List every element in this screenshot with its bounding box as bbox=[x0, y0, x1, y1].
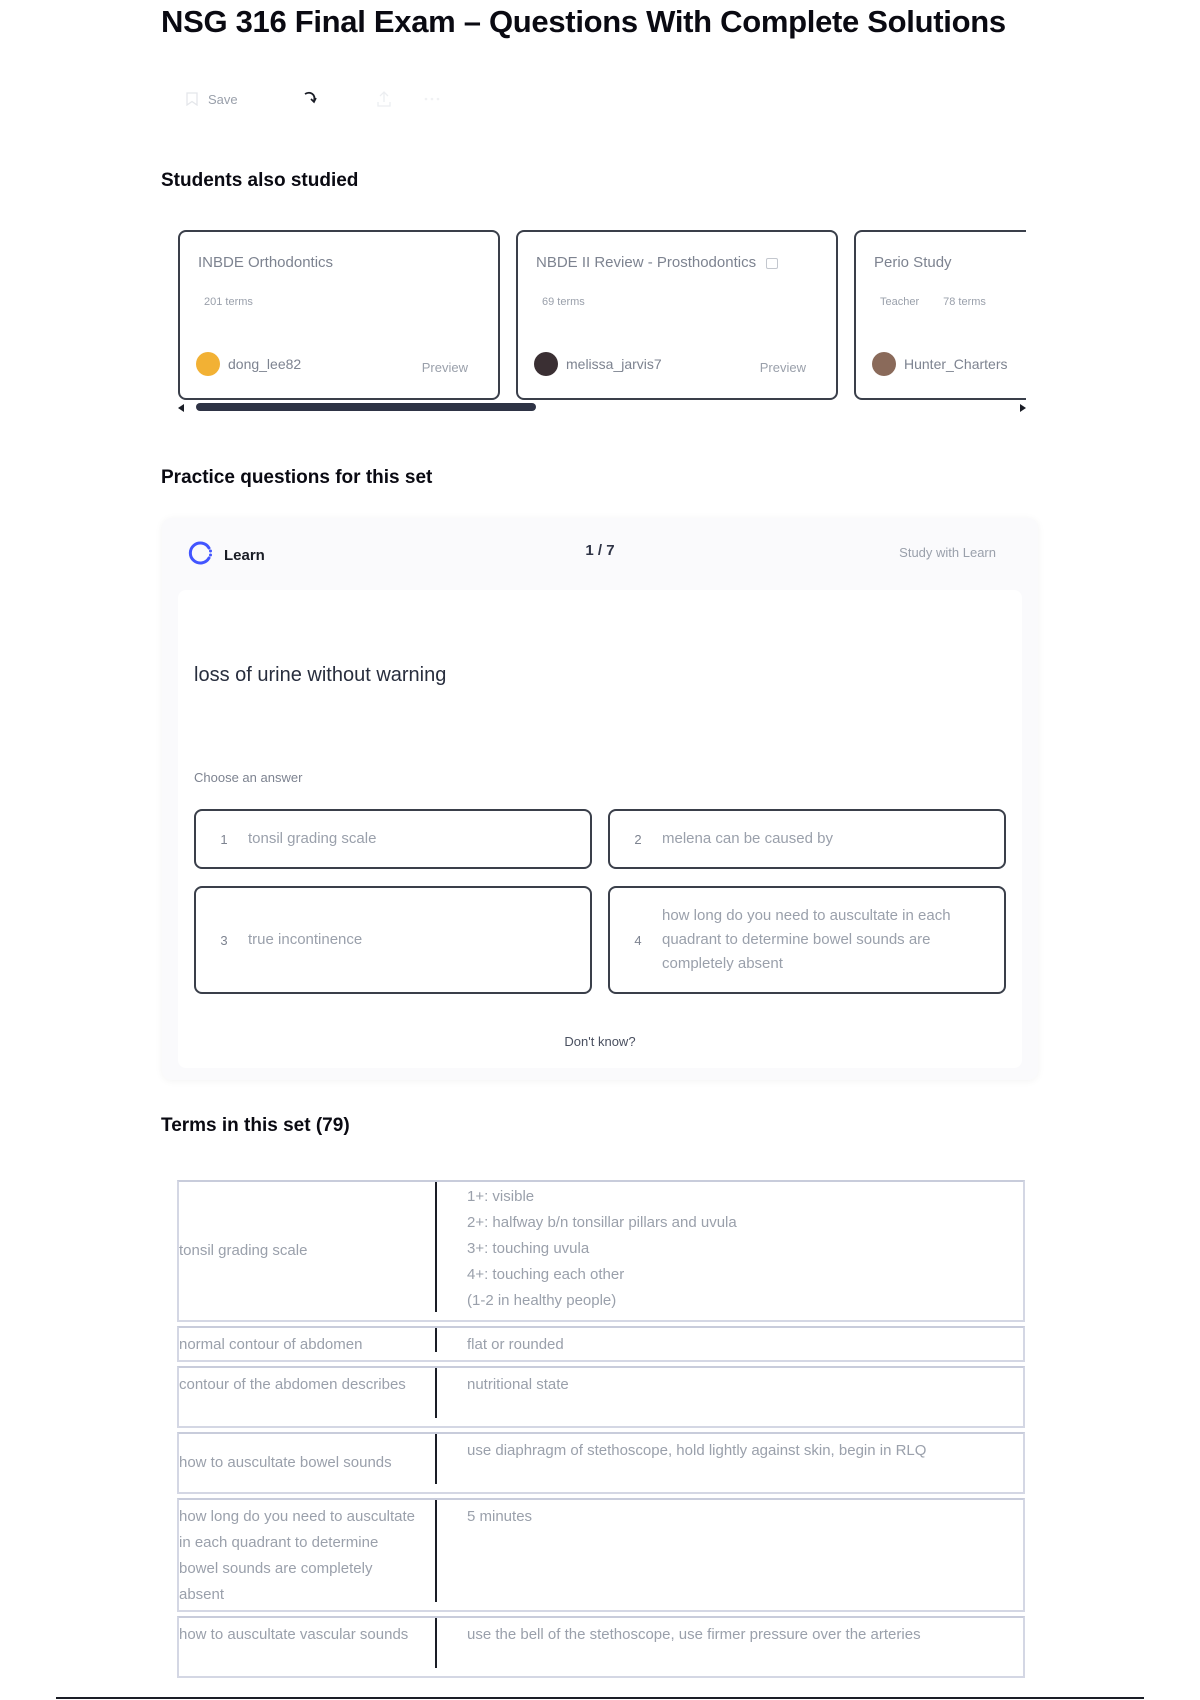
card-meta bbox=[880, 296, 1010, 308]
study-set-card[interactable] bbox=[854, 230, 1026, 400]
term-row bbox=[177, 1432, 1025, 1494]
scroll-right-arrow-icon[interactable] bbox=[1020, 404, 1026, 412]
definition-text: flat or rounded bbox=[467, 1336, 564, 1353]
image-badge-icon bbox=[766, 258, 778, 269]
share-button[interactable] bbox=[300, 89, 320, 109]
question-prompt: loss of urine without warning bbox=[194, 664, 447, 686]
term-text: normal contour of abdomen bbox=[179, 1336, 363, 1353]
toolbar bbox=[182, 82, 442, 116]
option-number: 2 bbox=[634, 831, 642, 847]
scroll-left-arrow-icon[interactable] bbox=[178, 404, 184, 412]
answer-option[interactable] bbox=[194, 809, 592, 869]
option-number: 1 bbox=[220, 831, 228, 847]
option-text: tonsil grading scale bbox=[248, 830, 377, 847]
study-set-carousel bbox=[178, 230, 1026, 400]
bookmark-icon bbox=[182, 89, 202, 109]
option-number: 3 bbox=[220, 932, 228, 948]
card-preview-button[interactable]: Preview bbox=[759, 360, 806, 375]
learn-label: Learn bbox=[224, 547, 265, 564]
definition-text: use the bell of the stethoscope, use firmer pressure over the arteries bbox=[467, 1626, 921, 1643]
page-title: NSG 316 Final Exam – Questions With Complete Solutions bbox=[161, 4, 1006, 39]
term-text: how to auscultate bowel sounds bbox=[179, 1454, 392, 1471]
term-text: contour of the abdomen describes bbox=[179, 1376, 406, 1393]
term-text: how to auscultate vascular sounds bbox=[179, 1626, 409, 1643]
avatar bbox=[196, 352, 220, 376]
answer-option[interactable] bbox=[608, 809, 1006, 869]
card-meta bbox=[542, 296, 609, 308]
more-button[interactable] bbox=[422, 89, 442, 109]
card-title bbox=[536, 254, 778, 271]
term-row bbox=[177, 1180, 1025, 1322]
study-set-card[interactable] bbox=[178, 230, 500, 400]
page-bottom-rule bbox=[56, 1697, 1144, 1699]
definition-text: 1+: visible 2+: halfway b/n tonsillar pillars and uvula 3+: touching uvula 4+: touching each other (1-2 in healthy people) bbox=[467, 1188, 737, 1309]
save-button[interactable] bbox=[182, 89, 238, 109]
avatar bbox=[872, 352, 896, 376]
question-progress: 1 / 7 bbox=[585, 542, 615, 559]
study-with-learn-link[interactable]: Study with Learn bbox=[899, 545, 996, 560]
upload-icon bbox=[374, 89, 394, 109]
terms-heading: Terms in this set (79) bbox=[161, 1115, 350, 1136]
answer-option[interactable] bbox=[608, 886, 1006, 994]
card-term-count: 78 terms bbox=[943, 296, 986, 308]
author-name: melissa_jarvis7 bbox=[566, 356, 662, 372]
carousel-scrollbar[interactable] bbox=[178, 402, 1026, 414]
option-text: melena can be caused by bbox=[662, 830, 833, 847]
save-label: Save bbox=[208, 91, 238, 107]
option-number: 4 bbox=[634, 932, 642, 948]
answer-option[interactable] bbox=[194, 886, 592, 994]
card-term-count: 69 terms bbox=[542, 296, 585, 308]
definition-text: 5 minutes bbox=[467, 1508, 533, 1525]
card-role: Teacher bbox=[880, 296, 920, 308]
author-name: dong_lee82 bbox=[228, 356, 302, 372]
choose-answer-label: Choose an answer bbox=[194, 770, 303, 785]
term-row bbox=[177, 1366, 1025, 1428]
terms-table bbox=[177, 1180, 1025, 1682]
card-meta bbox=[204, 296, 277, 308]
option-text: true incontinence bbox=[248, 931, 363, 948]
card-author bbox=[872, 352, 1008, 376]
term-text: how long do you need to auscultate in each quadrant to determine bowel sounds are completely absent bbox=[179, 1508, 416, 1603]
question-card bbox=[178, 590, 1022, 1068]
learn-header bbox=[188, 540, 265, 571]
students-also-studied-heading: Students also studied bbox=[161, 170, 359, 191]
term-text: tonsil grading scale bbox=[179, 1242, 308, 1259]
learn-mode-icon bbox=[188, 540, 214, 571]
author-name: Hunter_Charters bbox=[904, 356, 1008, 372]
redo-arrow-icon bbox=[300, 89, 320, 109]
study-set-card[interactable] bbox=[516, 230, 838, 400]
term-row bbox=[177, 1326, 1025, 1362]
term-row bbox=[177, 1498, 1025, 1612]
card-title: Perio Study bbox=[874, 254, 952, 271]
card-title: INBDE Orthodontics bbox=[198, 254, 334, 271]
practice-questions-heading: Practice questions for this set bbox=[161, 467, 433, 488]
learn-widget bbox=[162, 518, 1038, 1080]
card-author bbox=[534, 352, 662, 376]
avatar bbox=[534, 352, 558, 376]
card-preview-button[interactable]: Preview bbox=[421, 360, 468, 375]
dont-know-button[interactable]: Don't know? bbox=[564, 1034, 636, 1049]
card-title-text: NBDE II Review - Prosthodontics bbox=[536, 254, 757, 271]
scrollbar-thumb[interactable] bbox=[196, 403, 536, 411]
term-row bbox=[177, 1616, 1025, 1678]
upload-button[interactable] bbox=[374, 89, 394, 109]
option-text: how long do you need to auscultate in each quadrant to determine bowel sounds are completely absent bbox=[662, 907, 951, 972]
more-icon bbox=[422, 89, 442, 109]
definition-text: use diaphragm of stethoscope, hold lightly against skin, begin in RLQ bbox=[467, 1442, 927, 1459]
card-term-count: 201 terms bbox=[204, 296, 253, 308]
card-author bbox=[196, 352, 301, 376]
definition-text: nutritional state bbox=[467, 1376, 569, 1393]
